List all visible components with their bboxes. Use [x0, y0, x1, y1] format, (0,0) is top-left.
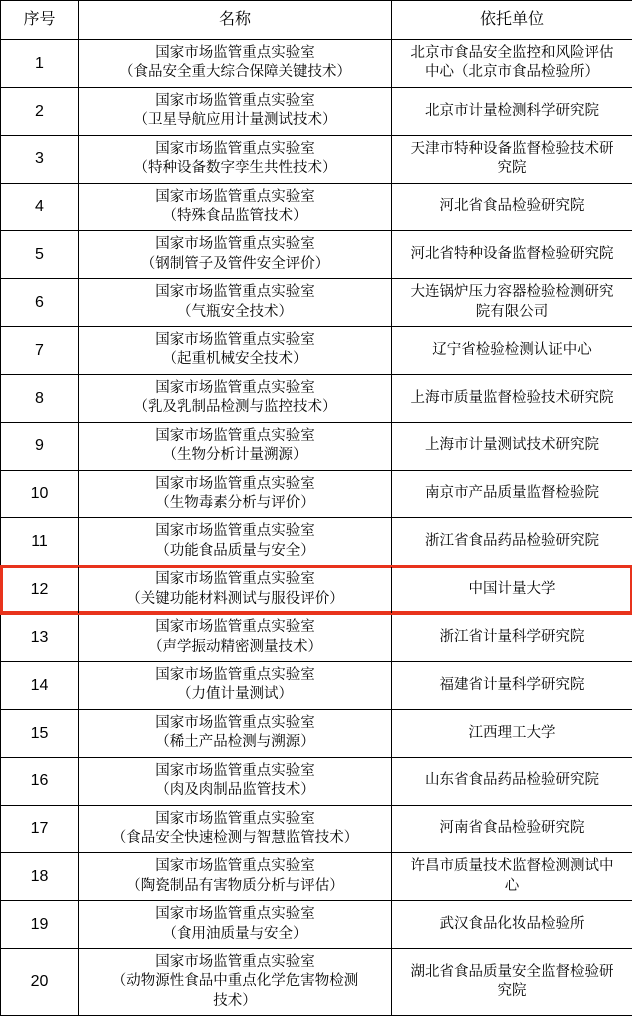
- laboratory-name-line: （食品安全重大综合保障关键技术）: [82, 63, 388, 82]
- supporting-organization-line: 心: [395, 877, 629, 896]
- column-header-index: 序号: [1, 1, 79, 40]
- laboratory-name-line: （乳及乳制品检测与监控技术）: [82, 398, 388, 417]
- supporting-organization-line: 究院: [395, 159, 629, 178]
- laboratory-name: [79, 40, 392, 88]
- supporting-organization-line: 南京市产品质量监督检验院: [395, 484, 629, 503]
- row-index: 11: [1, 518, 79, 566]
- laboratory-name: [79, 853, 392, 901]
- supporting-organization: [392, 422, 632, 470]
- laboratory-name-line: （食用油质量与安全）: [82, 925, 388, 944]
- laboratory-name-line: （钢制管子及管件安全评价）: [82, 255, 388, 274]
- supporting-organization: [392, 518, 632, 566]
- table-row: [1, 518, 632, 566]
- laboratory-name: [79, 614, 392, 662]
- supporting-organization: [392, 279, 632, 327]
- laboratory-name-line: （动物源性食品中重点化学危害物检测: [82, 972, 388, 991]
- laboratory-name-line: 国家市场监管重点实验室: [82, 331, 388, 350]
- supporting-organization-line: 福建省计量科学研究院: [395, 676, 629, 695]
- table-row: [1, 661, 632, 709]
- laboratory-name-line: （食品安全快速检测与智慧监管技术）: [82, 829, 388, 848]
- row-index: 7: [1, 327, 79, 375]
- table-row: [1, 279, 632, 327]
- laboratory-name-line: 国家市场监管重点实验室: [82, 714, 388, 733]
- laboratory-name: [79, 805, 392, 853]
- laboratory-name-line: （声学振动精密测量技术）: [82, 638, 388, 657]
- laboratory-name-line: 国家市场监管重点实验室: [82, 953, 388, 972]
- column-header-name: 名称: [79, 1, 392, 40]
- column-header-organization: 依托单位: [392, 1, 632, 40]
- supporting-organization-line: 山东省食品药品检验研究院: [395, 771, 629, 790]
- laboratory-name: [79, 949, 392, 1016]
- supporting-organization: [392, 135, 632, 183]
- supporting-organization: [392, 566, 632, 614]
- supporting-organization-line: 河北省食品检验研究院: [395, 197, 629, 216]
- row-index: 5: [1, 231, 79, 279]
- laboratory-name: [79, 901, 392, 949]
- row-index: 18: [1, 853, 79, 901]
- table-header: [1, 1, 632, 40]
- laboratory-name-line: 国家市场监管重点实验室: [82, 810, 388, 829]
- row-index: 3: [1, 135, 79, 183]
- table-row: [1, 805, 632, 853]
- row-index: 14: [1, 661, 79, 709]
- laboratory-name: [79, 661, 392, 709]
- supporting-organization: [392, 374, 632, 422]
- table-row: [1, 614, 632, 662]
- supporting-organization: [392, 183, 632, 231]
- supporting-organization-line: 究院: [395, 982, 629, 1001]
- supporting-organization: [392, 87, 632, 135]
- laboratory-name-line: （稀土产品检测与溯源）: [82, 733, 388, 752]
- table-row: [1, 327, 632, 375]
- laboratory-name-line: 国家市场监管重点实验室: [82, 475, 388, 494]
- supporting-organization-line: 武汉食品化妆品检验所: [395, 915, 629, 934]
- laboratory-name-line: （生物毒素分析与评价）: [82, 494, 388, 513]
- table-row: [1, 709, 632, 757]
- supporting-organization-line: 院有限公司: [395, 303, 629, 322]
- laboratory-name: [79, 566, 392, 614]
- row-index: 17: [1, 805, 79, 853]
- supporting-organization-line: 大连锅炉压力容器检验检测研究: [395, 283, 629, 302]
- row-index: 15: [1, 709, 79, 757]
- laboratory-name: [79, 374, 392, 422]
- laboratory-name-line: 国家市场监管重点实验室: [82, 235, 388, 254]
- table-row: [1, 853, 632, 901]
- table-row: [1, 949, 632, 1016]
- laboratory-name-line: （陶瓷制品有害物质分析与评估）: [82, 877, 388, 896]
- supporting-organization: [392, 949, 632, 1016]
- supporting-organization: [392, 661, 632, 709]
- laboratory-name-line: （肉及肉制品监管技术）: [82, 781, 388, 800]
- supporting-organization: [392, 614, 632, 662]
- table-row: [1, 374, 632, 422]
- laboratory-name: [79, 87, 392, 135]
- table-row: [1, 135, 632, 183]
- table-row: [1, 183, 632, 231]
- supporting-organization-line: 天津市特种设备监督检验技术研: [395, 140, 629, 159]
- laboratory-name-line: 国家市场监管重点实验室: [82, 188, 388, 207]
- laboratory-name: [79, 279, 392, 327]
- laboratory-name-line: 国家市场监管重点实验室: [82, 522, 388, 541]
- laboratory-name-line: 国家市场监管重点实验室: [82, 92, 388, 111]
- laboratory-name-line: （起重机械安全技术）: [82, 350, 388, 369]
- supporting-organization: [392, 757, 632, 805]
- laboratory-name-line: 技术）: [82, 992, 388, 1011]
- table-row: [1, 901, 632, 949]
- supporting-organization-line: 河北省特种设备监督检验研究院: [395, 245, 629, 264]
- laboratory-name: [79, 709, 392, 757]
- supporting-organization-line: 江西理工大学: [395, 724, 629, 743]
- supporting-organization-line: 河南省食品检验研究院: [395, 819, 629, 838]
- supporting-organization: [392, 231, 632, 279]
- laboratory-name-line: 国家市场监管重点实验室: [82, 905, 388, 924]
- supporting-organization-line: 许昌市质量技术监督检测测试中: [395, 857, 629, 876]
- laboratory-name: [79, 183, 392, 231]
- row-index: 19: [1, 901, 79, 949]
- laboratory-name-line: 国家市场监管重点实验室: [82, 618, 388, 637]
- laboratory-name-line: 国家市场监管重点实验室: [82, 666, 388, 685]
- supporting-organization: [392, 327, 632, 375]
- laboratory-name: [79, 327, 392, 375]
- laboratory-name-line: 国家市场监管重点实验室: [82, 427, 388, 446]
- row-index: 8: [1, 374, 79, 422]
- table-row: [1, 231, 632, 279]
- supporting-organization: [392, 40, 632, 88]
- laboratory-name-line: （功能食品质量与安全）: [82, 542, 388, 561]
- laboratory-name-line: （卫星导航应用计量测试技术）: [82, 111, 388, 130]
- laboratory-name-line: 国家市场监管重点实验室: [82, 44, 388, 63]
- row-index: 1: [1, 40, 79, 88]
- laboratory-name: [79, 135, 392, 183]
- table-row: [1, 470, 632, 518]
- supporting-organization-line: 浙江省食品药品检验研究院: [395, 532, 629, 551]
- laboratory-name-line: 国家市场监管重点实验室: [82, 570, 388, 589]
- table-row: [1, 40, 632, 88]
- table-body: [1, 40, 632, 1016]
- supporting-organization-line: 浙江省计量科学研究院: [395, 628, 629, 647]
- laboratory-name-line: （生物分析计量溯源）: [82, 446, 388, 465]
- laboratory-name-line: 国家市场监管重点实验室: [82, 283, 388, 302]
- table-row: [1, 757, 632, 805]
- laboratory-name: [79, 470, 392, 518]
- supporting-organization: [392, 709, 632, 757]
- row-index: 4: [1, 183, 79, 231]
- supporting-organization: [392, 805, 632, 853]
- laboratory-name-line: （气瓶安全技术）: [82, 303, 388, 322]
- row-index: 13: [1, 614, 79, 662]
- laboratory-name-line: （特种设备数字孪生共性技术）: [82, 159, 388, 178]
- row-index: 12: [1, 566, 79, 614]
- laboratory-name: [79, 231, 392, 279]
- laboratory-name-line: 国家市场监管重点实验室: [82, 379, 388, 398]
- supporting-organization-line: 上海市计量测试技术研究院: [395, 436, 629, 455]
- supporting-organization: [392, 901, 632, 949]
- laboratory-name-line: （特殊食品监管技术）: [82, 207, 388, 226]
- row-index: 6: [1, 279, 79, 327]
- table-row: [1, 87, 632, 135]
- row-index: 2: [1, 87, 79, 135]
- supporting-organization-line: 北京市计量检测科学研究院: [395, 102, 629, 121]
- row-index: 10: [1, 470, 79, 518]
- supporting-organization-line: 湖北省食品质量安全监督检验研: [395, 963, 629, 982]
- laboratory-name-line: （力值计量测试）: [82, 685, 388, 704]
- laboratory-name-line: 国家市场监管重点实验室: [82, 762, 388, 781]
- laboratory-name-line: （关键功能材料测试与服役评价）: [82, 590, 388, 609]
- table-header-row: [1, 1, 632, 40]
- table-row: [1, 566, 632, 614]
- supporting-organization-line: 北京市食品安全监控和风险评估: [395, 44, 629, 63]
- supporting-organization: [392, 470, 632, 518]
- row-index: 16: [1, 757, 79, 805]
- laboratory-name-line: 国家市场监管重点实验室: [82, 857, 388, 876]
- supporting-organization-line: 上海市质量监督检验技术研究院: [395, 389, 629, 408]
- laboratory-name-line: 国家市场监管重点实验室: [82, 140, 388, 159]
- row-index: 9: [1, 422, 79, 470]
- laboratory-name: [79, 422, 392, 470]
- laboratory-name: [79, 757, 392, 805]
- supporting-organization-line: 辽宁省检验检测认证中心: [395, 341, 629, 360]
- row-index: 20: [1, 949, 79, 1016]
- supporting-organization: [392, 853, 632, 901]
- supporting-organization-line: 中心（北京市食品检验所）: [395, 63, 629, 82]
- laboratory-name: [79, 518, 392, 566]
- table-row: [1, 422, 632, 470]
- supporting-organization-line: 中国计量大学: [395, 580, 629, 599]
